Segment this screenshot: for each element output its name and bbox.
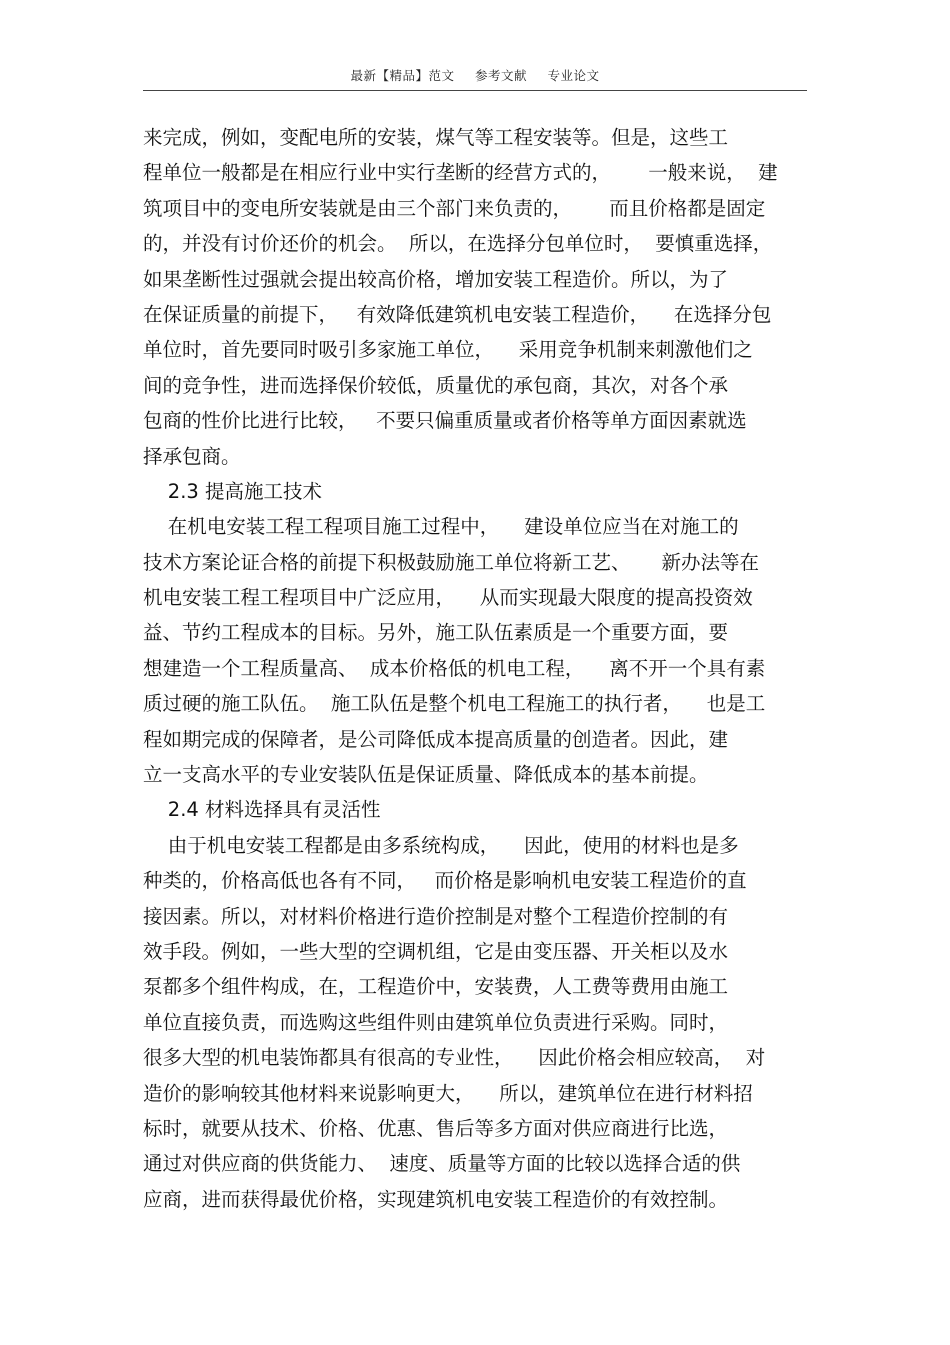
header-item-references: 参考文献 — [474, 68, 527, 83]
paragraph-line: 效手段。例如，一些大型的空调机组，它是由变压器、开关柜以及水 — [143, 939, 729, 963]
paragraph-line: 择承包商。 — [143, 444, 241, 468]
page-header — [143, 66, 807, 84]
paragraph-line: 筑项目中的变电所安装就是由三个部门来负责的， 而且价格都是固定 — [143, 196, 766, 220]
paragraph-line: 来完成，例如，变配电所的安装，煤气等工程安装等。但是，这些工 — [143, 126, 729, 149]
paragraph-line: 益、节约工程成本的目标。另外，施工队伍素质是一个重要方面，要 — [143, 621, 729, 645]
header-item-papers: 专业论文 — [547, 68, 600, 83]
paragraph-line: 由于机电安装工程都是由多系统构成， 因此，使用的材料也是多 — [143, 833, 739, 857]
paragraph-line: 单位时，首先要同时吸引多家施工单位， 采用竞争机制来刺激他们之 — [143, 338, 753, 362]
paragraph-line: 在机电安装工程工程项目施工过程中， 建设单位应当在对施工的 — [143, 515, 739, 539]
paragraph-line: 泵都多个组件构成，在，工程造价中，安装费，人工费等费用由施工 — [143, 975, 729, 999]
section-heading-2-4: 2.4 材料选择具有灵活性 — [143, 798, 381, 822]
paragraph-line: 很多大型的机电装饰都具有很高的专业性， 因此价格会相应较高， 对 — [143, 1046, 766, 1070]
paragraph-line: 的，并没有讨价还价的机会。 所以，在选择分包单位时， 要慎重选择， — [143, 232, 773, 256]
paragraph-line: 造价的影响较其他材料来说影响更大， 所以，建筑单位在进行材料招 — [143, 1081, 753, 1105]
paragraph-line: 接因素。所以，对材料价格进行造价控制是对整个工程造价控制的有 — [143, 904, 729, 928]
paragraph-line: 如果垄断性过强就会提出较高价格，增加安装工程造价。所以，为了 — [143, 267, 729, 291]
paragraph-line: 技术方案论证合格的前提下积极鼓励施工单位将新工艺、 新办法等在 — [143, 550, 759, 574]
paragraph-line: 间的竞争性，进而选择保价较低，质量优的承包商，其次，对各个承 — [143, 373, 729, 397]
document-body — [143, 120, 813, 1217]
paragraph-line: 立一支高水平的专业安装队伍是保证质量、降低成本的基本前提。 — [143, 763, 709, 787]
header-divider — [143, 90, 807, 91]
paragraph-line: 通过对供应商的供货能力、 速度、质量等方面的比较以选择合适的供 — [143, 1152, 741, 1176]
header-item-latest: 最新【精品】范文 — [350, 68, 455, 83]
section-heading-2-3: 2.3 提高施工技术 — [143, 479, 323, 503]
paragraph-line: 应商，进而获得最优价格，实现建筑机电安装工程造价的有效控制。 — [143, 1187, 729, 1211]
paragraph-line: 机电安装工程工程项目中广泛应用， 从而实现最大限度的提高投资效 — [143, 586, 753, 610]
paragraph-line: 单位直接负责，而选购这些组件则由建筑单位负责进行采购。同时， — [143, 1010, 729, 1034]
paragraph-line: 程单位一般都是在相应行业中实行垄断的经营方式的， 一般来说， 建 — [143, 161, 778, 185]
paragraph-line: 想建造一个工程质量高、 成本价格低的机电工程， 离不开一个具有素 — [143, 656, 766, 680]
paragraph-line: 质过硬的施工队伍。 施工队伍是整个机电工程施工的执行者， 也是工 — [143, 692, 766, 716]
paragraph-line: 标时，就要从技术、价格、优惠、售后等多方面对供应商进行比选， — [143, 1116, 729, 1140]
paragraph-line: 程如期完成的保障者，是公司降低成本提高质量的创造者。因此，建 — [143, 727, 729, 751]
paragraph-line: 种类的，价格高低也各有不同， 而价格是影响机电安装工程造价的直 — [143, 869, 747, 893]
paragraph-line: 包商的性价比进行比较， 不要只偏重质量或者价格等单方面因素就选 — [143, 409, 747, 433]
paragraph-line: 在保证质量的前提下， 有效降低建筑机电安装工程造价， 在选择分包 — [143, 302, 772, 326]
